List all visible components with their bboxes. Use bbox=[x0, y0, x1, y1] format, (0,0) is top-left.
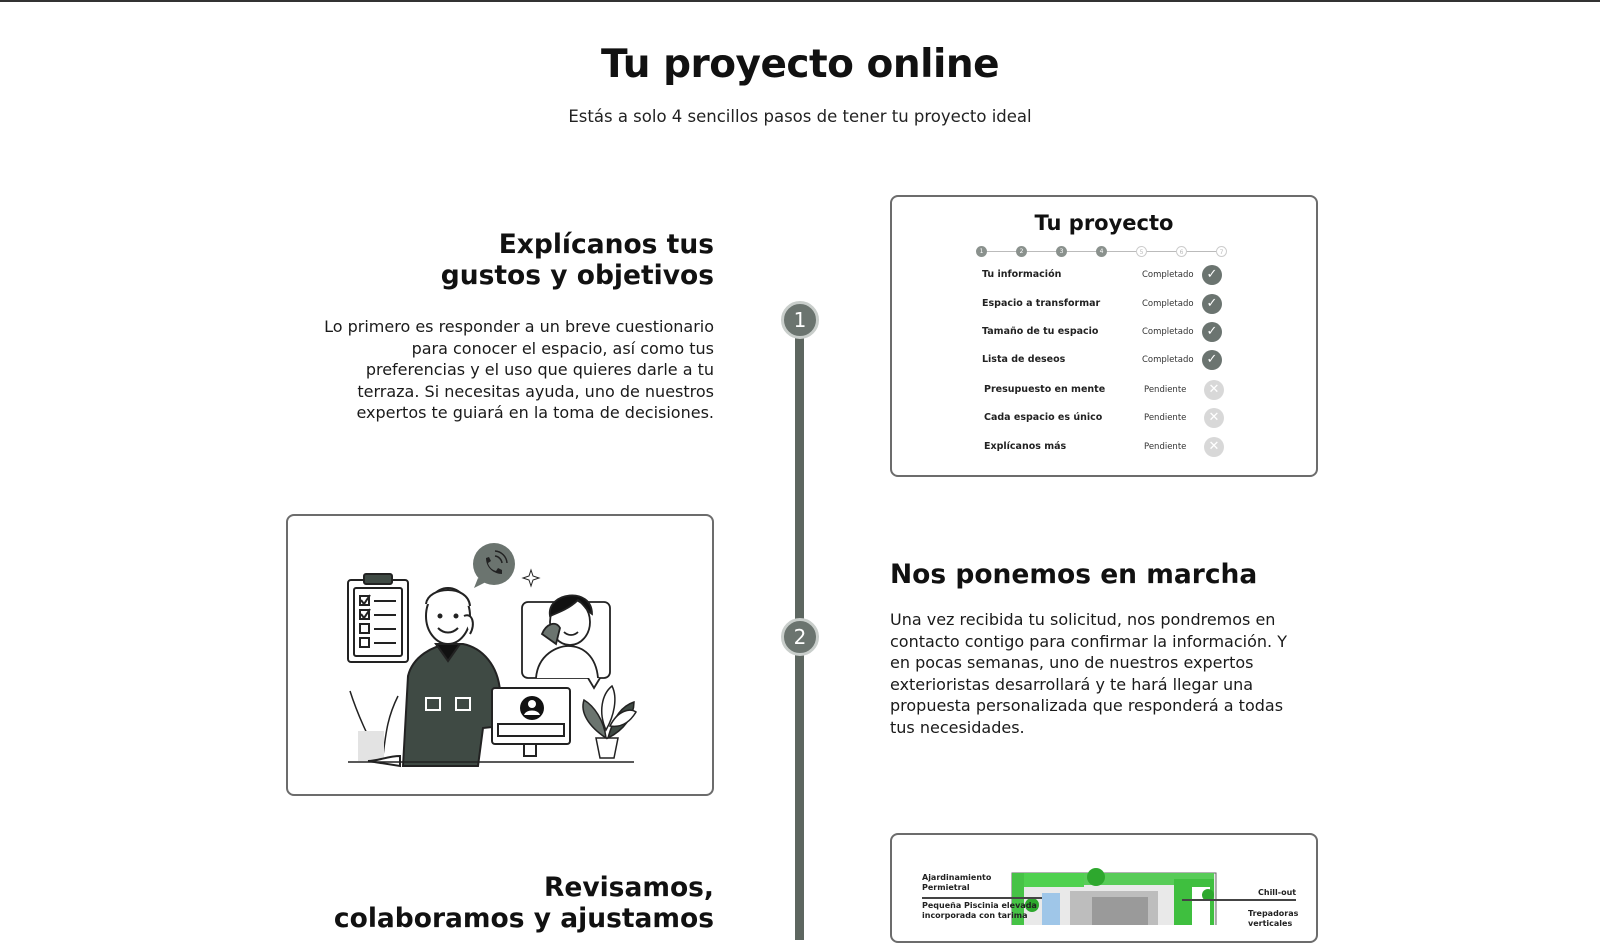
page-title: Tu proyecto online bbox=[600, 42, 1000, 87]
questionnaire-row bbox=[982, 322, 1232, 344]
consultation-illustration-card bbox=[286, 514, 714, 796]
row-status: Completado bbox=[1142, 327, 1194, 337]
step-3-heading bbox=[290, 872, 714, 934]
row-label: Tu información bbox=[982, 269, 1062, 280]
step-2-text bbox=[890, 609, 1330, 738]
step-2-text-line: Una vez recibida tu solicitud, nos pondremos en bbox=[890, 610, 1276, 629]
plant-left bbox=[350, 691, 398, 761]
row-status: Completado bbox=[1142, 299, 1194, 309]
plan-leader-line bbox=[922, 897, 1042, 899]
step-1-text-line: terraza. Si necesitas ayuda, uno de nuestros bbox=[357, 381, 714, 401]
pending-x-icon: ✕ bbox=[1204, 408, 1224, 428]
step-1-heading-line-1: Explícanos tus bbox=[498, 229, 714, 260]
row-label: Cada espacio es único bbox=[984, 412, 1103, 423]
step-3-heading-line-2: colaboramos y ajustamos bbox=[333, 903, 714, 934]
monitor-icon bbox=[492, 688, 570, 756]
questionnaire-row bbox=[982, 265, 1232, 287]
questionnaire-card bbox=[890, 195, 1318, 477]
progress-dot: 4 bbox=[1096, 246, 1107, 257]
plan-leader-line bbox=[1182, 899, 1296, 901]
woman-video-frame bbox=[522, 595, 610, 688]
row-status: Pendiente bbox=[1144, 413, 1187, 423]
consultation-illustration bbox=[288, 516, 712, 794]
garden-plan-card bbox=[890, 833, 1318, 943]
progress-dot: 3 bbox=[1056, 246, 1067, 257]
row-label: Explícanos más bbox=[984, 441, 1067, 452]
plan-label-line: Pequeña Piscinia elevada bbox=[922, 901, 1037, 910]
row-label: Presupuesto en mente bbox=[984, 384, 1106, 395]
row-label: Lista de deseos bbox=[982, 354, 1066, 365]
row-status: Pendiente bbox=[1144, 442, 1187, 452]
step-1-text-line: Lo primero es responder a un breve cuestionario bbox=[324, 317, 714, 336]
progress-dot: 6 bbox=[1176, 246, 1187, 257]
check-icon: ✓ bbox=[1202, 265, 1222, 285]
sparkle-icon bbox=[523, 570, 539, 586]
plan-label-line: verticales bbox=[1248, 919, 1293, 928]
check-icon: ✓ bbox=[1202, 322, 1222, 342]
questionnaire-row bbox=[984, 380, 1234, 402]
progress-dot: 7 bbox=[1216, 246, 1227, 257]
step-badge-1: 1 bbox=[781, 301, 819, 339]
plan-label bbox=[1248, 909, 1298, 929]
step-2-heading: Nos ponemos en marcha bbox=[890, 559, 1258, 590]
row-label: Tamaño de tu espacio bbox=[982, 326, 1099, 337]
step-2-text-line: contacto contigo para confirmar la información. Y bbox=[890, 631, 1287, 651]
potted-plant-icon bbox=[583, 686, 636, 758]
step-1-text-line: para conocer el espacio, así como tus bbox=[411, 338, 714, 358]
questionnaire-title: Tu proyecto bbox=[1034, 211, 1174, 235]
clipboard-icon bbox=[348, 574, 408, 662]
check-icon: ✓ bbox=[1202, 350, 1222, 370]
step-1-heading bbox=[290, 229, 714, 291]
plan-label-line: Trepadoras bbox=[1248, 909, 1299, 918]
plan-label-line: incorporada con tarima bbox=[922, 911, 1028, 920]
step-1-text-line: expertos te guiará en la toma de decisiones. bbox=[356, 403, 714, 422]
page-subtitle: Estás a solo 4 sencillos pasos de tener tu proyecto ideal bbox=[568, 107, 1032, 126]
plan-label bbox=[922, 901, 1037, 921]
questionnaire-progress bbox=[976, 246, 1236, 258]
step-2-text-line: en pocas semanas, uno de nuestros expertos bbox=[890, 653, 1254, 672]
questionnaire-row bbox=[984, 437, 1234, 459]
progress-dot: 2 bbox=[1016, 246, 1027, 257]
row-status: Completado bbox=[1142, 270, 1194, 280]
row-status: Completado bbox=[1142, 355, 1194, 365]
plan-label: Chill-out bbox=[1258, 888, 1297, 897]
row-status: Pendiente bbox=[1144, 385, 1187, 395]
progress-dot: 5 bbox=[1136, 246, 1147, 257]
phone-call-icon bbox=[473, 543, 515, 588]
progress-dot: 1 bbox=[976, 246, 987, 257]
plan-label bbox=[922, 873, 991, 893]
pending-x-icon: ✕ bbox=[1204, 380, 1224, 400]
plan-label-line: Permietral bbox=[922, 883, 970, 892]
step-1-text bbox=[290, 316, 714, 424]
plan-label-line: Ajardinamiento bbox=[922, 873, 992, 882]
pending-x-icon: ✕ bbox=[1204, 437, 1224, 457]
questionnaire-row bbox=[982, 350, 1232, 372]
questionnaire-row bbox=[982, 294, 1232, 316]
step-2-text-line: propuesta personalizada que responderá a todas bbox=[890, 696, 1284, 715]
step-badge-2: 2 bbox=[781, 618, 819, 656]
step-3-heading-line-1: Revisamos, bbox=[543, 872, 714, 903]
questionnaire-row bbox=[984, 408, 1234, 430]
row-label: Espacio a transformar bbox=[982, 298, 1101, 309]
step-2-text-line: exterioristas desarrollará y te hará llegar una bbox=[890, 674, 1254, 694]
top-border bbox=[0, 0, 1600, 2]
step-1-text-line: preferencias y el uso que quieres darle a tu bbox=[365, 360, 714, 379]
check-icon: ✓ bbox=[1202, 294, 1222, 314]
step-1-heading-line-2: gustos y objetivos bbox=[440, 260, 714, 291]
step-2-text-line: tus necesidades. bbox=[890, 717, 1025, 737]
